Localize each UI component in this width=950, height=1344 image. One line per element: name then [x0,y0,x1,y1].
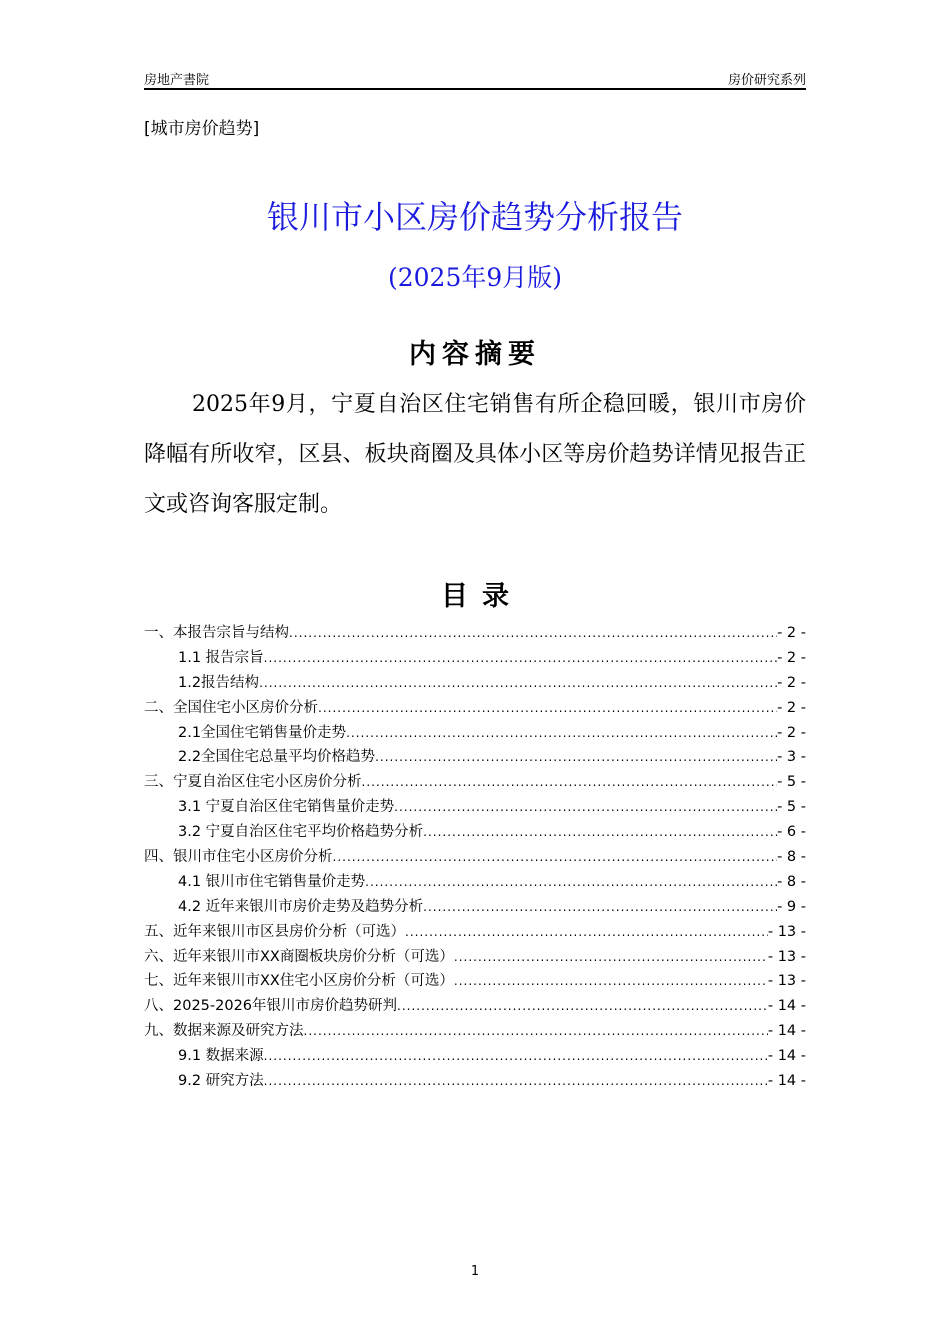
dot-leader [375,750,777,764]
toc-entry-label: 九、数据来源及研究方法 [144,1023,304,1040]
dot-leader [333,850,778,864]
dot-leader [423,825,777,839]
toc-entry[interactable] [144,895,806,920]
report-subtitle: (2025年9月版) [387,263,563,292]
dot-leader [362,775,778,789]
toc-entry[interactable] [144,721,806,746]
toc-entry-label: 1.1 报告宗旨 [178,649,264,666]
dot-leader [454,974,768,988]
dot-leader [423,900,777,914]
toc-entry-page: - 5 - [777,774,806,791]
toc-entry-label: 4.1 银川市住宅销售量价走势 [178,873,366,890]
toc-entry[interactable] [144,1019,806,1044]
dot-leader [346,726,777,740]
toc-entry-label: 1.2报告结构 [178,674,260,691]
toc-entry-label: 六、近年来银川市XX商圈板块房价分析（可选） [144,948,454,965]
page-number: 1 [470,1264,480,1279]
toc-entry[interactable] [144,969,806,994]
toc-entry-label: 七、近年来银川市XX住宅小区房价分析（可选） [144,973,454,990]
toc-entry-label: 3.2 宁夏自治区住宅平均价格趋势分析 [178,824,424,841]
toc-entry-label: 二、全国住宅小区房价分析 [144,699,318,716]
toc-entry-page: - 2 - [777,699,806,716]
dot-leader [394,800,777,814]
toc-entry-label: 2.2全国住宅总量平均价格趋势 [178,749,376,766]
toc-entry[interactable] [144,696,806,721]
toc-entry-page: - 6 - [777,824,806,841]
toc-entry-label: 3.1 宁夏自治区住宅销售量价走势 [178,799,395,816]
toc-entry-page: - 2 - [777,649,806,666]
toc-entry-page: - 2 - [777,724,806,741]
report-title: 银川市小区房价趋势分析报告 [266,198,683,236]
dot-leader [289,626,777,640]
table-of-contents [144,621,806,1094]
dot-leader [397,999,768,1013]
dot-leader [264,1074,768,1088]
toc-entry-page: - 5 - [777,799,806,816]
toc-entry-page: - 14 - [767,1023,806,1040]
page-header [144,68,806,90]
toc-entry-label: 9.2 研究方法 [178,1073,264,1090]
toc-entry[interactable] [144,795,806,820]
toc-entry-page: - 8 - [777,873,806,890]
toc-entry-page: - 14 - [767,1048,806,1065]
toc-entry-page: - 14 - [767,998,806,1015]
toc-entry[interactable] [144,646,806,671]
toc-entry[interactable] [144,1044,806,1069]
toc-entry[interactable] [144,820,806,845]
toc-entry[interactable] [144,870,806,895]
toc-entry-page: - 2 - [777,674,806,691]
toc-entry-label: 八、2025-2026年银川市房价趋势研判 [144,998,398,1015]
dot-leader [365,875,777,889]
dot-leader [405,925,768,939]
toc-entry[interactable] [144,745,806,770]
dot-leader [318,701,777,715]
toc-entry[interactable] [144,671,806,696]
toc-entry-page: - 8 - [777,849,806,866]
toc-entry[interactable] [144,1069,806,1094]
toc-entry-page: - 13 - [767,923,806,940]
toc-entry-page: - 2 - [777,625,806,641]
abstract-heading: 内容摘要 [409,339,541,370]
abstract-text: 2025年9月，宁夏自治区住宅销售有所企稳回暖，银川市房价降幅有所收窄，区县、板块商圈及具体小区等房价趋势详情见报告正文或咨询客服定制。 [144,392,806,517]
toc-entry[interactable] [144,945,806,970]
toc-entry-label: 4.2 近年来银川市房价走势及趋势分析 [178,898,424,915]
toc-entry[interactable] [144,621,806,646]
toc-entry-label: 9.1 数据来源 [178,1048,264,1065]
toc-entry[interactable] [144,845,806,870]
dot-leader [264,1049,768,1063]
toc-entry[interactable] [144,994,806,1019]
toc-entry-page: - 14 - [767,1073,806,1090]
toc-heading: 目录 [441,581,523,612]
toc-entry-label: 三、宁夏自治区住宅小区房价分析 [144,774,362,791]
toc-entry-label: 一、本报告宗旨与结构 [144,625,289,641]
category-tag: [城市房价趋势] [144,119,260,139]
toc-entry[interactable] [144,770,806,795]
toc-entry-page: - 13 - [767,973,806,990]
toc-entry-page: - 13 - [767,948,806,965]
toc-entry-label: 五、近年来银川市区县房价分析（可选） [144,923,405,940]
header-right: 房价研究系列 [727,73,806,88]
toc-entry-page: - 3 - [777,749,806,766]
dot-leader [304,1024,768,1038]
header-left: 房地产書院 [144,73,210,88]
dot-leader [259,676,777,690]
toc-entry-page: - 9 - [777,898,806,915]
dot-leader [264,651,777,665]
toc-entry-label: 2.1全国住宅销售量价走势 [178,724,347,741]
toc-entry[interactable] [144,920,806,945]
toc-entry-label: 四、银川市住宅小区房价分析 [144,849,333,866]
dot-leader [454,950,768,964]
